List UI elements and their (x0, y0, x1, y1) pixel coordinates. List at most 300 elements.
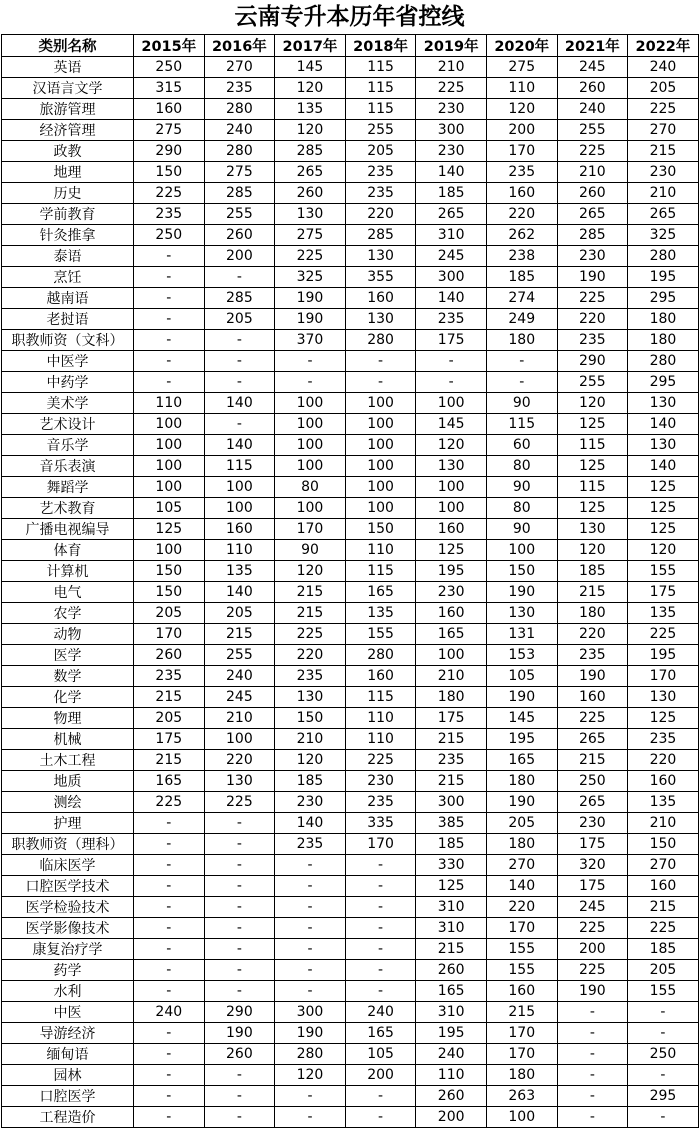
table-row (2, 603, 699, 624)
table-row (2, 582, 699, 603)
score-cell: - (345, 939, 416, 960)
score-cell: 225 (557, 141, 628, 162)
score-cell: 100 (134, 540, 205, 561)
score-cell: 175 (134, 729, 205, 750)
score-cell: 100 (204, 729, 275, 750)
category-name-cell: 艺术设计 (2, 414, 134, 435)
category-name-cell: 中药学 (2, 372, 134, 393)
score-cell: 100 (486, 1107, 557, 1128)
score-cell: 215 (557, 582, 628, 603)
score-cell: 160 (134, 99, 205, 120)
score-cell: 200 (416, 1107, 487, 1128)
score-cell: 160 (416, 603, 487, 624)
score-cell: 125 (134, 519, 205, 540)
score-cell: 110 (134, 393, 205, 414)
score-cell: 285 (204, 183, 275, 204)
score-cell: 225 (204, 792, 275, 813)
score-cell: 245 (557, 897, 628, 918)
score-cell: 285 (345, 225, 416, 246)
score-cell: 190 (275, 309, 346, 330)
table-row (2, 897, 699, 918)
score-cell: 270 (486, 855, 557, 876)
score-cell: 120 (275, 78, 346, 99)
score-cell: 260 (134, 645, 205, 666)
score-cell: - (345, 918, 416, 939)
score-cell: 235 (134, 666, 205, 687)
score-cell: 160 (557, 687, 628, 708)
category-name-cell: 职教师资（理科） (2, 834, 134, 855)
score-cell: 130 (628, 393, 699, 414)
score-cell: 150 (345, 519, 416, 540)
score-cell: 195 (628, 645, 699, 666)
table-row (2, 57, 699, 78)
score-cell: 270 (204, 57, 275, 78)
column-header-year: 2022年 (628, 35, 699, 57)
category-name-cell: 药学 (2, 960, 134, 981)
score-cell: - (134, 1065, 205, 1086)
table-row (2, 1065, 699, 1086)
score-cell: 100 (345, 477, 416, 498)
score-cell: 230 (275, 792, 346, 813)
score-cell: 235 (345, 183, 416, 204)
score-cell: 180 (486, 330, 557, 351)
score-cell: 310 (416, 1002, 487, 1023)
category-name-cell: 缅甸语 (2, 1044, 134, 1065)
score-cell: - (275, 1107, 346, 1128)
score-cell: 275 (204, 162, 275, 183)
score-cell: 280 (628, 246, 699, 267)
score-cell: 200 (345, 1065, 416, 1086)
score-cell: 220 (275, 645, 346, 666)
table-row (2, 120, 699, 141)
score-cell: - (134, 1044, 205, 1065)
category-name-cell: 针灸推拿 (2, 225, 134, 246)
score-cell: 220 (204, 750, 275, 771)
score-cell: - (345, 876, 416, 897)
score-cell: 135 (345, 603, 416, 624)
score-cell: 90 (486, 477, 557, 498)
table-body (2, 57, 699, 1128)
table-row (2, 435, 699, 456)
table-row (2, 477, 699, 498)
score-cell: 115 (345, 561, 416, 582)
table-row (2, 288, 699, 309)
score-cell: 100 (134, 456, 205, 477)
score-cell: 150 (486, 561, 557, 582)
score-cell: - (134, 1086, 205, 1107)
score-cell: 160 (345, 288, 416, 309)
table-row (2, 204, 699, 225)
column-header-year: 2017年 (275, 35, 346, 57)
score-cell: 235 (134, 204, 205, 225)
score-cell: 230 (416, 99, 487, 120)
score-cell: 125 (557, 456, 628, 477)
score-cell: - (275, 981, 346, 1002)
category-name-cell: 农学 (2, 603, 134, 624)
score-cell: - (134, 288, 205, 309)
score-cell: 160 (204, 519, 275, 540)
category-name-cell: 化学 (2, 687, 134, 708)
page-title: 云南专升本历年省控线 (234, 4, 465, 30)
score-cell: - (275, 876, 346, 897)
score-cell: 100 (275, 414, 346, 435)
score-cell: - (275, 351, 346, 372)
column-header-year: 2021年 (557, 35, 628, 57)
category-name-cell: 旅游管理 (2, 99, 134, 120)
score-cell: 160 (628, 876, 699, 897)
score-cell: 275 (275, 225, 346, 246)
score-cell: 155 (628, 561, 699, 582)
table-row (2, 624, 699, 645)
score-cell: 125 (416, 540, 487, 561)
table-row (2, 666, 699, 687)
score-cell: - (345, 351, 416, 372)
score-cell: 205 (134, 708, 205, 729)
score-cell: 238 (486, 246, 557, 267)
score-cell: 210 (275, 729, 346, 750)
score-cell: - (416, 372, 487, 393)
score-cell: 262 (486, 225, 557, 246)
score-cell: - (275, 1086, 346, 1107)
category-name-cell: 泰语 (2, 246, 134, 267)
score-cell: - (345, 960, 416, 981)
score-cell: 100 (345, 393, 416, 414)
score-cell: - (345, 981, 416, 1002)
score-cell: 235 (628, 729, 699, 750)
score-cell: 235 (486, 162, 557, 183)
score-cell: 100 (416, 393, 487, 414)
category-name-cell: 导游经济 (2, 1023, 134, 1044)
category-name-cell: 康复治疗学 (2, 939, 134, 960)
score-cell: 255 (204, 204, 275, 225)
category-name-cell: 舞蹈学 (2, 477, 134, 498)
score-cell: 220 (557, 624, 628, 645)
score-cell: 105 (134, 498, 205, 519)
score-cell: 295 (628, 288, 699, 309)
score-cell: 110 (345, 708, 416, 729)
score-cell: 215 (134, 750, 205, 771)
score-cell: 130 (345, 309, 416, 330)
score-cell: - (628, 1107, 699, 1128)
score-cell: 100 (486, 540, 557, 561)
score-cell: 215 (628, 141, 699, 162)
table-header-row (2, 35, 699, 57)
category-name-cell: 广播电视编导 (2, 519, 134, 540)
score-cell: 170 (345, 834, 416, 855)
score-cell: 225 (628, 918, 699, 939)
score-cell: - (134, 918, 205, 939)
table-row (2, 393, 699, 414)
score-cell: 265 (275, 162, 346, 183)
table-row (2, 813, 699, 834)
category-name-cell: 地质 (2, 771, 134, 792)
score-cell: 190 (275, 1023, 346, 1044)
table-row (2, 498, 699, 519)
table-row (2, 750, 699, 771)
score-cell: 225 (275, 624, 346, 645)
table-row (2, 162, 699, 183)
score-cell: 220 (486, 204, 557, 225)
score-cell: - (628, 1065, 699, 1086)
score-cell: 280 (345, 645, 416, 666)
score-cell: 260 (275, 183, 346, 204)
table-row (2, 687, 699, 708)
score-cell: 80 (486, 456, 557, 477)
table-row (2, 267, 699, 288)
table-row (2, 78, 699, 99)
score-cell: 210 (557, 162, 628, 183)
category-name-cell: 护理 (2, 813, 134, 834)
score-cell: 205 (628, 78, 699, 99)
score-cell: 155 (486, 960, 557, 981)
score-cell: 185 (628, 939, 699, 960)
score-cell: 160 (416, 519, 487, 540)
score-cell: - (486, 351, 557, 372)
score-cell: - (557, 1086, 628, 1107)
score-cell: 215 (416, 729, 487, 750)
score-cell: 140 (275, 813, 346, 834)
score-cell: 185 (486, 267, 557, 288)
score-cell: 180 (486, 834, 557, 855)
category-name-cell: 口腔医学 (2, 1086, 134, 1107)
score-cell: 60 (486, 435, 557, 456)
score-cell: 190 (486, 792, 557, 813)
score-cell: - (204, 855, 275, 876)
score-cell: 110 (416, 1065, 487, 1086)
score-cell: - (134, 330, 205, 351)
score-cell: 105 (486, 666, 557, 687)
score-cell: - (628, 1002, 699, 1023)
score-cell: 150 (275, 708, 346, 729)
score-cell: 205 (204, 603, 275, 624)
score-cell: 120 (557, 393, 628, 414)
score-cell: 100 (275, 435, 346, 456)
score-cell: 215 (275, 603, 346, 624)
score-cell: 215 (486, 1002, 557, 1023)
table-row (2, 141, 699, 162)
score-cell: 140 (628, 456, 699, 477)
score-cell: 260 (557, 78, 628, 99)
score-cell: 175 (628, 582, 699, 603)
score-cell: 215 (204, 624, 275, 645)
category-name-cell: 汉语言文学 (2, 78, 134, 99)
score-cell: 320 (557, 855, 628, 876)
category-name-cell: 医学检验技术 (2, 897, 134, 918)
score-cell: 170 (486, 1023, 557, 1044)
score-cell: - (557, 1107, 628, 1128)
score-cell: 140 (416, 288, 487, 309)
score-cell: - (345, 897, 416, 918)
score-cell: 125 (628, 708, 699, 729)
score-cell: 255 (557, 120, 628, 141)
score-cell: 115 (345, 57, 416, 78)
category-name-cell: 学前教育 (2, 204, 134, 225)
score-cell: - (275, 939, 346, 960)
score-cell: - (134, 897, 205, 918)
score-table (1, 34, 699, 1128)
score-cell: 225 (557, 288, 628, 309)
score-cell: 170 (134, 624, 205, 645)
category-name-cell: 音乐表演 (2, 456, 134, 477)
category-name-cell: 经济管理 (2, 120, 134, 141)
score-cell: 165 (345, 582, 416, 603)
score-cell: 235 (345, 162, 416, 183)
score-cell: 260 (204, 1044, 275, 1065)
score-cell: 190 (557, 267, 628, 288)
category-name-cell: 土木工程 (2, 750, 134, 771)
score-cell: 140 (204, 393, 275, 414)
score-cell: 240 (416, 1044, 487, 1065)
table-row (2, 1023, 699, 1044)
score-cell: 180 (486, 1065, 557, 1086)
score-cell: 290 (134, 141, 205, 162)
score-cell: 210 (416, 57, 487, 78)
category-name-cell: 美术学 (2, 393, 134, 414)
table-row (2, 372, 699, 393)
score-cell: 240 (204, 120, 275, 141)
category-name-cell: 园林 (2, 1065, 134, 1086)
table-row (2, 981, 699, 1002)
score-cell: - (134, 960, 205, 981)
score-cell: 170 (486, 1044, 557, 1065)
score-cell: 225 (557, 960, 628, 981)
score-cell: 170 (275, 519, 346, 540)
score-cell: 245 (557, 57, 628, 78)
score-cell: 195 (486, 729, 557, 750)
score-cell: 210 (628, 813, 699, 834)
category-name-cell: 中医 (2, 1002, 134, 1023)
table-row (2, 309, 699, 330)
score-cell: 100 (345, 456, 416, 477)
score-cell: - (557, 1023, 628, 1044)
score-cell: - (134, 1107, 205, 1128)
score-cell: 145 (486, 708, 557, 729)
score-cell: 250 (134, 57, 205, 78)
score-cell: 110 (345, 729, 416, 750)
score-cell: 200 (204, 246, 275, 267)
score-cell: 235 (416, 309, 487, 330)
category-name-cell: 中医学 (2, 351, 134, 372)
category-name-cell: 医学影像技术 (2, 918, 134, 939)
score-cell: 80 (275, 477, 346, 498)
score-cell: 125 (628, 498, 699, 519)
score-cell: 240 (628, 57, 699, 78)
score-cell: 165 (345, 1023, 416, 1044)
score-cell: 260 (557, 183, 628, 204)
score-cell: 185 (557, 561, 628, 582)
score-cell: - (134, 855, 205, 876)
category-name-cell: 数学 (2, 666, 134, 687)
category-name-cell: 电气 (2, 582, 134, 603)
score-cell: 190 (557, 981, 628, 1002)
score-cell: 215 (557, 750, 628, 771)
score-cell: 90 (486, 519, 557, 540)
score-cell: 385 (416, 813, 487, 834)
score-cell: 235 (416, 750, 487, 771)
score-cell: 190 (486, 687, 557, 708)
score-cell: 265 (557, 204, 628, 225)
score-cell: 210 (416, 666, 487, 687)
table-row (2, 225, 699, 246)
column-header-year: 2020年 (486, 35, 557, 57)
table-row (2, 540, 699, 561)
score-cell: 120 (275, 561, 346, 582)
score-cell: 165 (416, 981, 487, 1002)
score-cell: 210 (204, 708, 275, 729)
score-cell: 215 (628, 897, 699, 918)
table-row (2, 1086, 699, 1107)
table-row (2, 729, 699, 750)
score-cell: - (134, 309, 205, 330)
score-cell: 290 (204, 1002, 275, 1023)
category-name-cell: 历史 (2, 183, 134, 204)
score-cell: 80 (486, 498, 557, 519)
score-cell: 180 (557, 603, 628, 624)
score-cell: 100 (416, 477, 487, 498)
score-cell: 325 (628, 225, 699, 246)
score-cell: 153 (486, 645, 557, 666)
score-cell: 190 (557, 666, 628, 687)
score-cell: 235 (204, 78, 275, 99)
score-cell: 120 (275, 750, 346, 771)
table-row (2, 645, 699, 666)
score-cell: 120 (275, 120, 346, 141)
table-row (2, 792, 699, 813)
score-cell: - (204, 834, 275, 855)
score-cell: 100 (134, 435, 205, 456)
score-cell: 274 (486, 288, 557, 309)
score-cell: 130 (628, 435, 699, 456)
score-cell: 250 (557, 771, 628, 792)
score-cell: 125 (557, 498, 628, 519)
score-cell: - (134, 351, 205, 372)
score-cell: 100 (134, 477, 205, 498)
category-name-cell: 工程造价 (2, 1107, 134, 1128)
score-cell: 155 (486, 939, 557, 960)
score-cell: 300 (416, 120, 487, 141)
score-cell: 263 (486, 1086, 557, 1107)
score-cell: 295 (628, 1086, 699, 1107)
score-cell: 245 (416, 246, 487, 267)
score-cell: 130 (628, 687, 699, 708)
score-cell: 230 (557, 246, 628, 267)
score-cell: - (557, 1044, 628, 1065)
score-cell: 150 (134, 561, 205, 582)
score-cell: 225 (345, 750, 416, 771)
score-cell: 265 (628, 204, 699, 225)
score-cell: - (275, 960, 346, 981)
score-cell: 225 (628, 624, 699, 645)
score-cell: 165 (134, 771, 205, 792)
category-name-cell: 口腔医学技术 (2, 876, 134, 897)
score-cell: 280 (275, 1044, 346, 1065)
score-cell: - (345, 372, 416, 393)
score-cell: 220 (345, 204, 416, 225)
score-cell: 260 (416, 1086, 487, 1107)
column-header-year: 2015年 (134, 35, 205, 57)
score-cell: - (204, 1065, 275, 1086)
score-cell: - (204, 1086, 275, 1107)
score-cell: - (204, 876, 275, 897)
score-cell: 205 (204, 309, 275, 330)
score-cell: 285 (275, 141, 346, 162)
score-cell: 125 (628, 519, 699, 540)
table-row (2, 456, 699, 477)
score-cell: 285 (204, 288, 275, 309)
score-cell: - (486, 372, 557, 393)
score-cell: 225 (134, 792, 205, 813)
score-cell: 230 (416, 141, 487, 162)
